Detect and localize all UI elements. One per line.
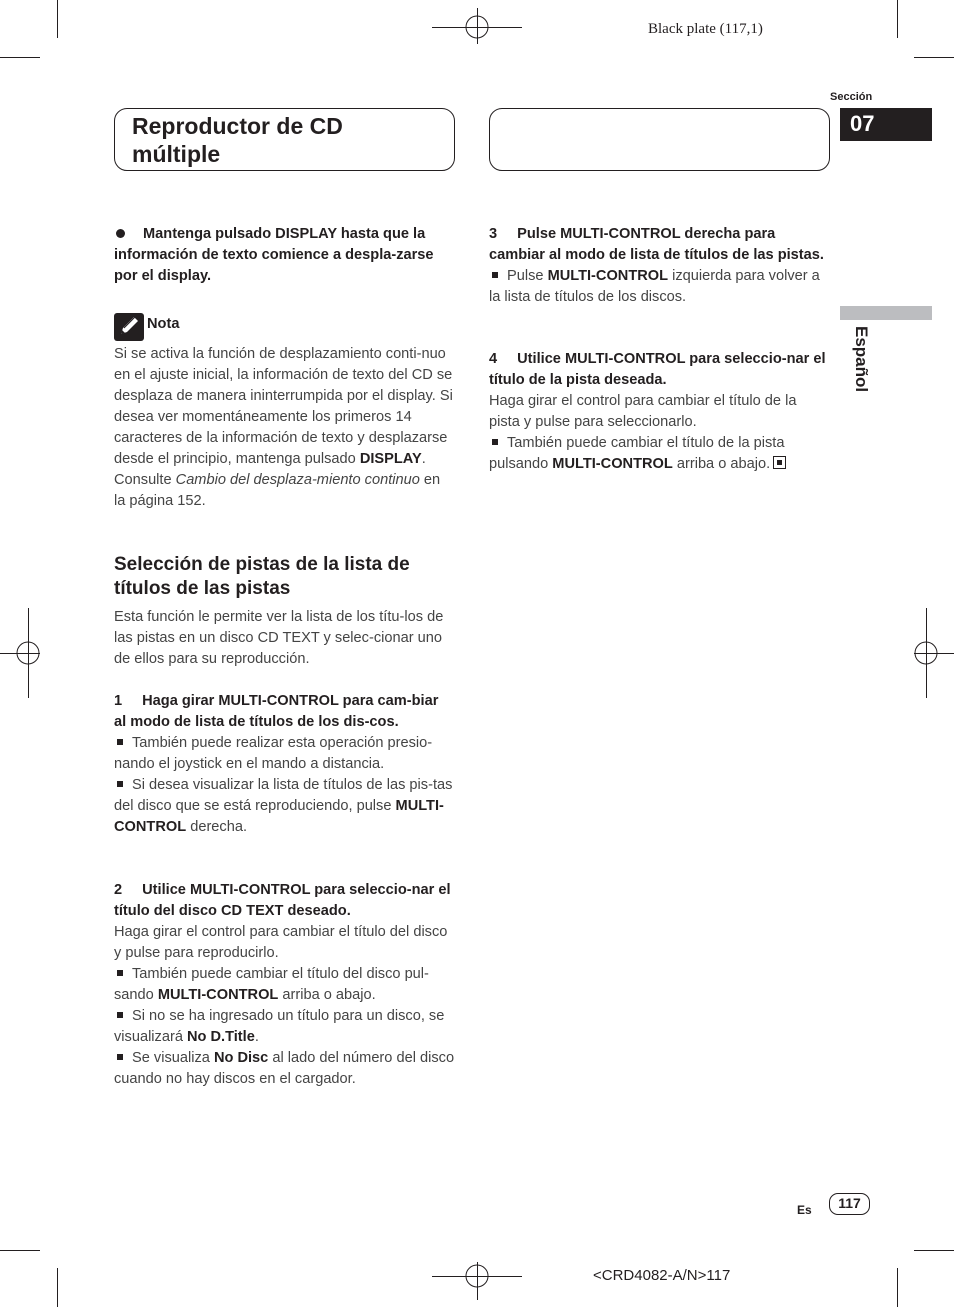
- chapter-title-line2: múltiple: [132, 141, 221, 167]
- chapter-title-line1: Reproductor de CD: [132, 113, 343, 139]
- square-bullet-icon: [117, 1054, 123, 1060]
- plate-label: Black plate (117,1): [648, 21, 763, 37]
- note-body: Si se activa la función de desplazamiento conti-nuo en el ajuste inicial, la información de texto del CD se desplaza de manera ininterrumpida por el display. Si desea ver momentáneamente los primeros 14 caracteres de la información de texto y desplazarse desde el principio, mantenga pulsado DISPLAY. Consulte Cambio del desplaza-miento continuo en la página 152.: [114, 346, 453, 509]
- square-bullet-icon: [492, 272, 498, 278]
- registration-mark-icon: [912, 639, 940, 667]
- step-2-note-1: También puede cambiar el título del disco pul-sando MULTI-CONTROL arriba o abajo.: [114, 966, 429, 1003]
- bullet-instruction: Mantenga pulsado DISPLAY hasta que la información de texto comience a despla-zarse por el display.: [114, 226, 434, 284]
- step-4: [489, 349, 829, 475]
- section-label: Sección: [830, 91, 873, 103]
- square-bullet-icon: [117, 1012, 123, 1018]
- note-pencil-icon: [114, 313, 144, 341]
- step-2-body: Haga girar el control para cambiar el título del disco y pulse para reproducirlo.: [114, 924, 448, 961]
- step-4-body: Haga girar el control para cambiar el título de la pista y pulse para seleccionarlo.: [489, 393, 797, 430]
- square-bullet-icon: [492, 439, 498, 445]
- step-1-number: 1: [114, 693, 123, 709]
- bullet-icon: [116, 229, 125, 238]
- empty-title-box: [489, 108, 830, 171]
- note-label: Nota: [147, 316, 180, 332]
- step-4-number: 4: [489, 351, 498, 367]
- step-1: [114, 691, 454, 838]
- step-3-number: 3: [489, 226, 498, 242]
- step-1-text: Haga girar MULTI-CONTROL para cam-biar al modo de lista de títulos de los dis-cos.: [114, 693, 439, 730]
- page-number: 117: [829, 1193, 870, 1215]
- language-tab: [840, 306, 932, 320]
- registration-mark-icon: [463, 1262, 491, 1290]
- language-label: Español: [852, 326, 871, 393]
- section-intro: Esta función le permite ver la lista de los títu-los de las pistas en un disco CD TEXT y selec-cionar uno de ellos para su reproducción.: [114, 609, 444, 667]
- section-number: 07: [850, 111, 875, 136]
- step-3-text: Pulse MULTI-CONTROL derecha para cambiar al modo de lista de títulos de las pistas.: [489, 226, 824, 263]
- step-4-text: Utilice MULTI-CONTROL para seleccio-nar el título de la pista deseada.: [489, 351, 826, 388]
- section-heading: Selección de pistas de la lista de títulos de las pistas: [114, 554, 410, 599]
- step-2-note-2: Si no se ha ingresado un título para un disco, se visualizará No D.Title.: [114, 1008, 445, 1045]
- section-number-tab: [840, 108, 932, 141]
- end-mark-icon: [773, 456, 786, 469]
- square-bullet-icon: [117, 970, 123, 976]
- step-1-note-2: Si desea visualizar la lista de títulos de las pis-tas del disco que se está reproduciendo, pulse MULTI-CONTROL derecha.: [114, 777, 453, 835]
- step-3: [489, 224, 829, 308]
- step-1-note-1: También puede realizar esta operación presio-nando el joystick en el mando a distancia.: [114, 735, 433, 772]
- square-bullet-icon: [117, 739, 123, 745]
- step-3-note: Pulse MULTI-CONTROL izquierda para volver a la lista de títulos de los discos.: [489, 268, 820, 305]
- step-4-note: También puede cambiar el título de la pista pulsando MULTI-CONTROL arriba o abajo.: [489, 435, 785, 472]
- step-2: [114, 880, 456, 1090]
- step-2-text: Utilice MULTI-CONTROL para seleccio-nar el título del disco CD TEXT deseado.: [114, 882, 451, 919]
- document-code: <CRD4082-A/N>117: [593, 1267, 731, 1284]
- registration-mark-icon: [463, 13, 491, 41]
- registration-mark-icon: [14, 639, 42, 667]
- step-2-number: 2: [114, 882, 123, 898]
- footer-lang-code: Es: [797, 1203, 812, 1217]
- chapter-title-box: [114, 108, 455, 171]
- square-bullet-icon: [117, 781, 123, 787]
- left-column: [114, 224, 456, 287]
- step-2-note-3: Se visualiza No Disc al lado del número del disco cuando no hay discos en el cargador.: [114, 1050, 455, 1087]
